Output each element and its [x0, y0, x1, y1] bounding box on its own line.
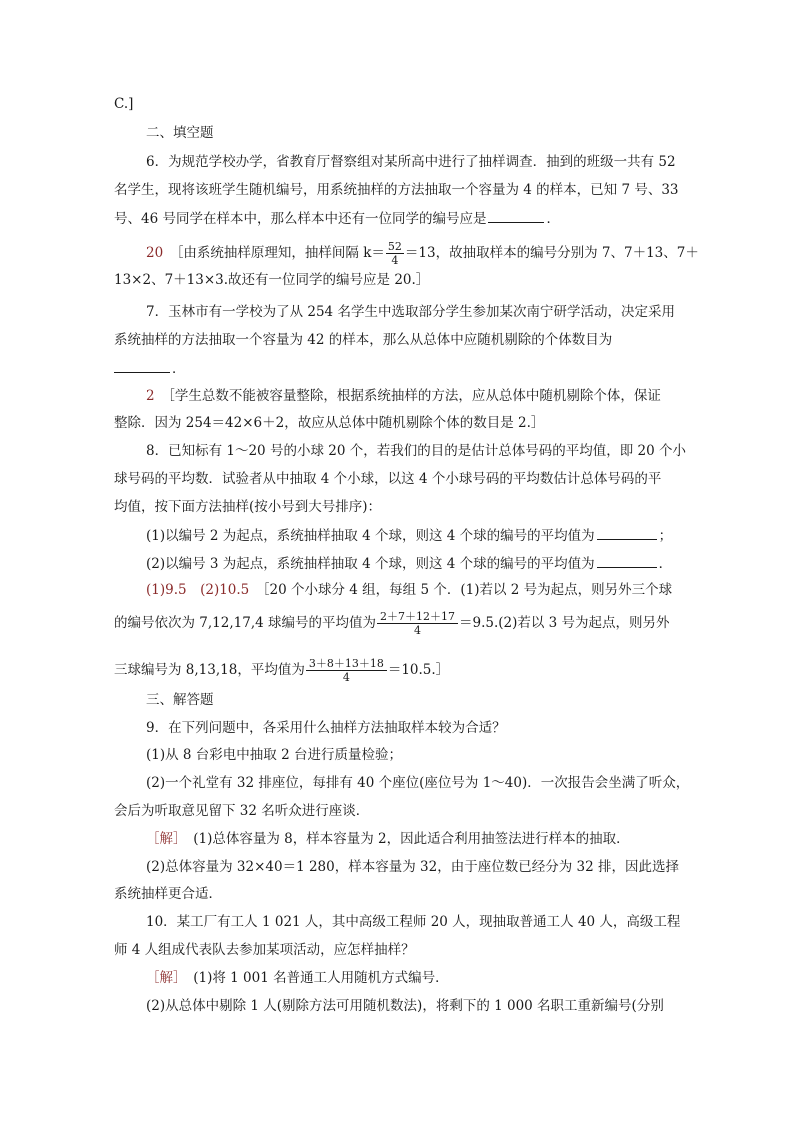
answer-blank — [488, 208, 544, 223]
answer-line: 三球编号为 8,13,18，平均值为 $\frac{3+8+13+18}{4}$ ＝10.5.］ — [114, 657, 450, 684]
question-line: (2)一个礼堂有 32 排座位，每排有 40 个座位(座位号为 1～40)．一次报告会坐满了听众， — [146, 775, 690, 791]
solution-tag: ［解］ — [146, 970, 180, 986]
answer-line: 13×2、7＋13×3.故还有一位同学的编号应是 20.］ — [114, 272, 430, 288]
answer-blank — [114, 358, 170, 373]
answer-blank — [597, 553, 657, 568]
text-line: C.] — [114, 96, 134, 112]
answer-line: 2 ［学生总数不能被容量整除，根据系统抽样的方法，应从总体中随机剔除个体，保证 — [146, 388, 661, 404]
solution-tag: ［解］ — [146, 831, 180, 847]
question-line: 7．玉林市有一学校为了从 254 名学生中选取部分学生参加某次南宁研学活动，决定采用 — [146, 304, 675, 320]
answer-line: 整除．因为 254＝42×6＋2，故应从总体中随机剔除个体的数目是 2.］ — [114, 415, 545, 431]
answer-value: 2 — [146, 388, 155, 404]
section-heading: 二、填空题 — [146, 125, 214, 141]
section-heading: 三、解答题 — [146, 692, 214, 708]
answer-line: (1)9.5 (2)10.5 ［20 个小球分 4 组，每组 5 个．(1)若以 2 号为起点，则另外三个球 — [146, 582, 673, 598]
answer-blank — [597, 525, 657, 540]
question-line: (1)从 8 台彩电中抽取 2 台进行质量检验； — [146, 747, 402, 763]
question-line: 号、46 号同学在样本中，那么样本中还有一位同学的编号应是 ． — [114, 208, 684, 229]
question-line: 会后为听取意见留下 32 名听众进行座谈． — [114, 803, 370, 819]
answer-value: (1)9.5 (2)10.5 — [146, 582, 250, 598]
question-line: 名学生，现将该班学生随机编号，用系统抽样的方法抽取一个容量为 4 的样本，已知 7 号、33 — [114, 182, 679, 198]
solution-line: (2)总体容量为 32×40＝1 280，样本容量为 32，由于座位数已经分为 32 排，因此选择 — [146, 859, 679, 875]
question-line: ． — [114, 358, 684, 379]
question-line: 均值，按下面方法抽样(按小号到大号排序)： — [114, 499, 382, 515]
question-line: 系统抽样的方法抽取一个容量为 42 的样本，那么从总体中应随机剔除的个体数目为 — [114, 332, 613, 348]
solution-line: ［解］ (1)将 1 001 名普通工人用随机方式编号． — [146, 970, 449, 986]
solution-line: (2)从总体中剔除 1 人(剔除方法可用随机数法)，将剩下的 1 000 名职工重新编号(分别 — [146, 998, 664, 1014]
question-line: 9．在下列问题中，各采用什么抽样方法抽取样本较为合适？ — [146, 720, 506, 736]
answer-line: 的编号依次为 7,12,17,4 球编号的平均值为 $\frac{2+7+12+17}{4}$ ＝9.5.(2)若以 3 号为起点，则另外 — [114, 610, 670, 637]
fraction: $\frac{2+7+12+17}{4}$ — [377, 610, 458, 637]
question-line: 8．已知标有 1～20 号的小球 20 个，若我们的目的是估计总体号码的平均值，即 20 个小 — [146, 443, 686, 459]
question-line: 10．某工厂有工人 1 021 人，其中高级工程师 20 人，现抽取普通工人 40 人，高级工程 — [146, 914, 681, 930]
question-line: 师 4 人组成代表队去参加某项活动，应怎样抽样？ — [114, 942, 415, 958]
answer-value: 20 — [146, 245, 164, 261]
answer-line: 20 ［由系统抽样原理知，抽样间隔 k＝ $\frac{52}{4}$ ＝13，故抽取样本的编号分别为 7、7＋13、7＋ — [146, 240, 699, 267]
solution-line: 系统抽样更合适． — [114, 886, 222, 902]
question-line: 球号码的平均数．试验者从中抽取 4 个小球，以这 4 个小球号码的平均数估计总体号码的平 — [114, 471, 662, 487]
question-line: (1)以编号 2 为起点，系统抽样抽取 4 个球，则这 4 个球的编号的平均值为 ； — [146, 525, 716, 546]
fraction: $\frac{3+8+13+18}{4}$ — [306, 657, 387, 684]
solution-line: ［解］ (1)总体容量为 8，样本容量为 2，因此适合利用抽签法进行样本的抽取． — [146, 831, 630, 847]
question-line: 6．为规范学校办学，省教育厅督察组对某所高中进行了抽样调查．抽到的班级一共有 52 — [146, 154, 676, 170]
question-line: (2)以编号 3 为起点，系统抽样抽取 4 个球，则这 4 个球的编号的平均值为 ． — [146, 553, 716, 574]
fraction: $\frac{52}{4}$ — [387, 240, 402, 267]
